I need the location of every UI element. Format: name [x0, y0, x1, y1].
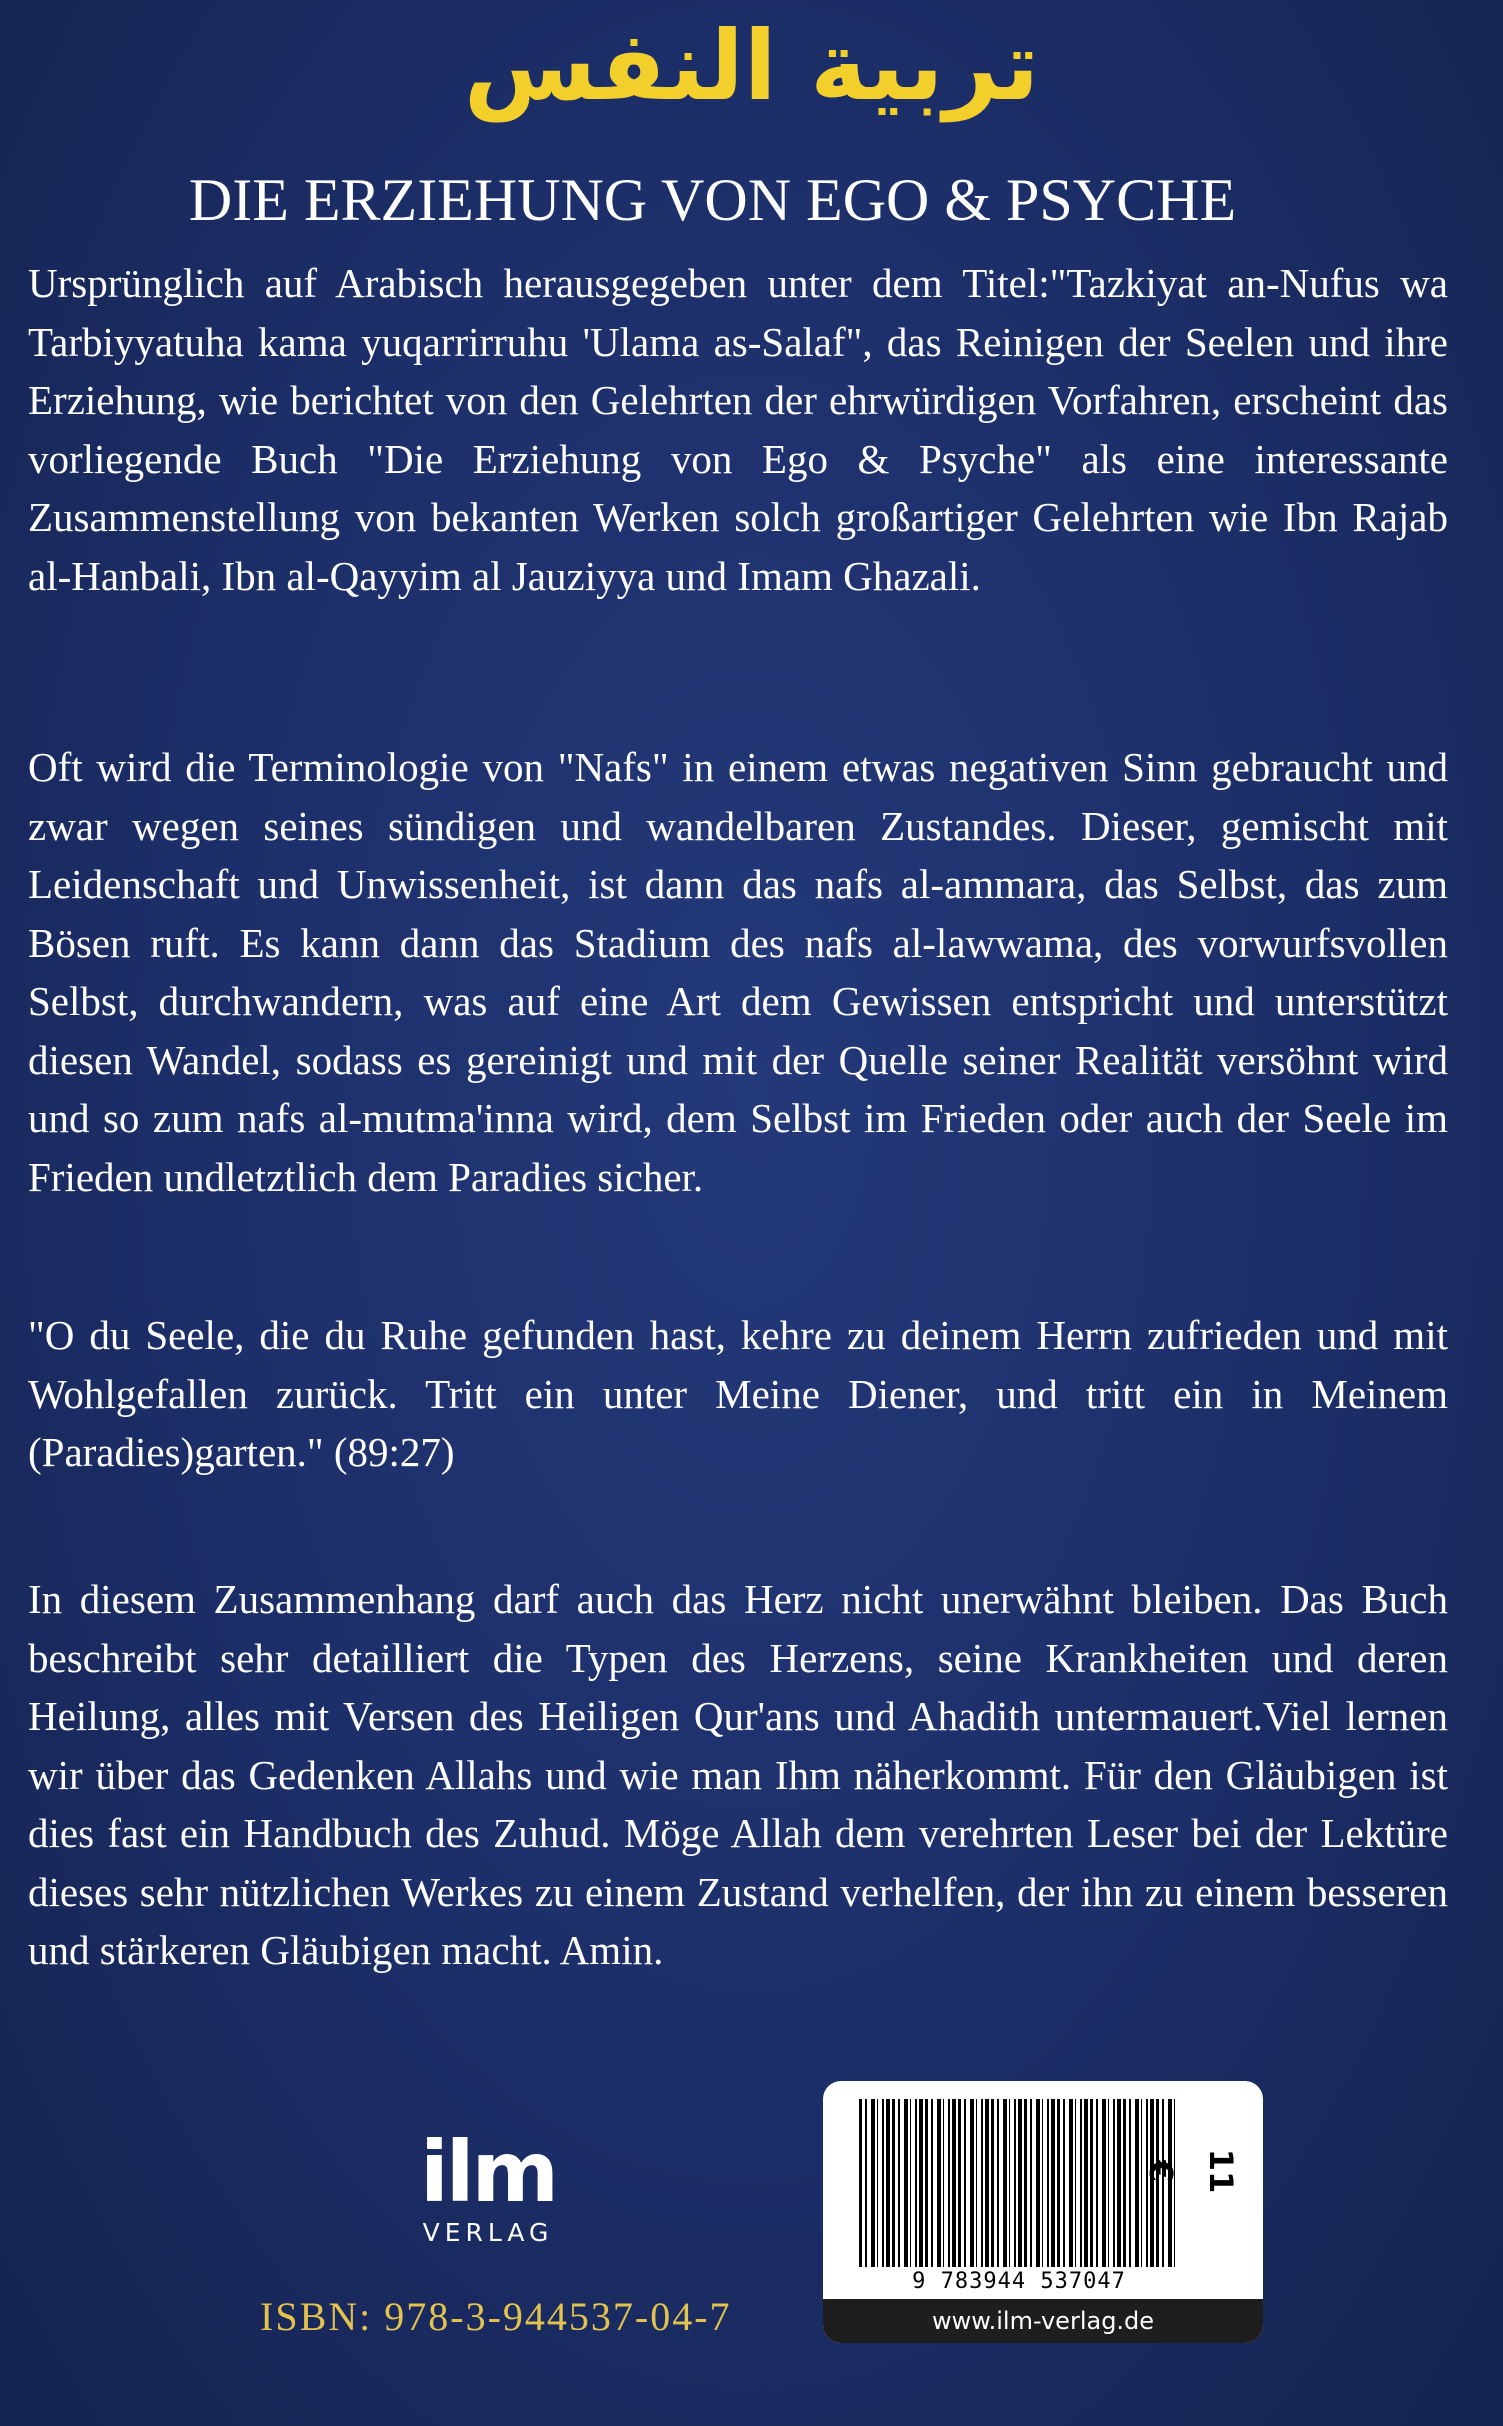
book-title: DIE ERZIEHUNG VON EGO & PSYCHE — [188, 167, 1237, 233]
paragraph-heart: In diesem Zusammenhang darf auch das Herz nicht unerwähnt bleiben. Das Buch beschreibt sehr detailliert die Typen des Herzens, seine Krankheiten und deren Heilung, alles mit Versen des Heiligen Qur'ans und Ahadith untermauert.Viel lernen wir über das Gedenken Allahs und wie man Ihm näherkommt. Für den Gläubigen ist dies fast ein Handbuch des Zuhud. Möge Allah dem verehrten Leser bei der Lektüre dieses sehr nützlichen Werkes zu einem Zustand verhelfen, der ihn zu einem besseren und stärkeren Gläubigen macht. Amin. — [28, 1576, 1448, 1973]
isbn: ISBN: 978-3-944537-04-7 — [260, 2294, 732, 2339]
logo-subtitle: VERLAG — [422, 2218, 554, 2247]
arabic-title: تربية النفس — [463, 10, 1040, 122]
price: 11 € — [1142, 2148, 1240, 2194]
paragraph-nafs: Oft wird die Terminologie von "Nafs" in einem etwas negativen Sinn gebraucht und zwar wegen seines sündigen und wandelbaren Zustandes. Dieser, gemischt mit Leidenschaft und Unwissenheit, ist dann das nafs al-ammara, das Selbst, das zum Bösen ruft. Es kann dann das Stadium des nafs al-lawwama, des vorwurfsvollen Selbst, durchwandern, was auf eine Art dem Gewissen entspricht und unterstützt diesen Wandel, sodass es gereinigt und mit der Quelle seiner Realität versöhnt wird und so zum nafs al-mutma'inna wird, dem Selbst im Frieden oder auch der Seele im Frieden undletztlich dem Paradies sicher. — [28, 744, 1448, 1200]
barcode-digits: 9 783944 537047 — [912, 2269, 1126, 2294]
paragraph-quote: "O du Seele, die du Ruhe gefunden hast, kehre zu deinem Herrn zufrieden und mit Wohlgefallen zurück. Tritt ein unter Meine Diener, und tritt ein in Meinem (Paradies)garten." (89:27) — [28, 1312, 1448, 1475]
logo-mark: ilm — [419, 2123, 557, 2221]
publisher-logo — [388, 2123, 588, 2247]
barcode-label — [823, 2081, 1263, 2343]
website: www.ilm-verlag.de — [823, 2299, 1263, 2343]
paragraph-intro: Ursprünglich auf Arabisch herausgegeben unter dem Titel:"Tazkiyat an-Nufus wa Tarbiyyatuha kama yuqarrirruhu 'Ulama as-Salaf", das Reinigen der Seelen und ihre Erziehung, wie berichtet von den Gelehrten der ehrwürdigen Vorfahren, erscheint das vorliegende Buch "Die Erziehung von Ego & Psyche" als eine interessante Zusammenstellung von bekanten Werken solch großartiger Gelehrten wie Ibn Rajab al-Hanbali, Ibn al-Qayyim al Jauziyya und Imam Ghazali. — [28, 260, 1448, 599]
barcode-icon — [859, 2099, 1179, 2267]
